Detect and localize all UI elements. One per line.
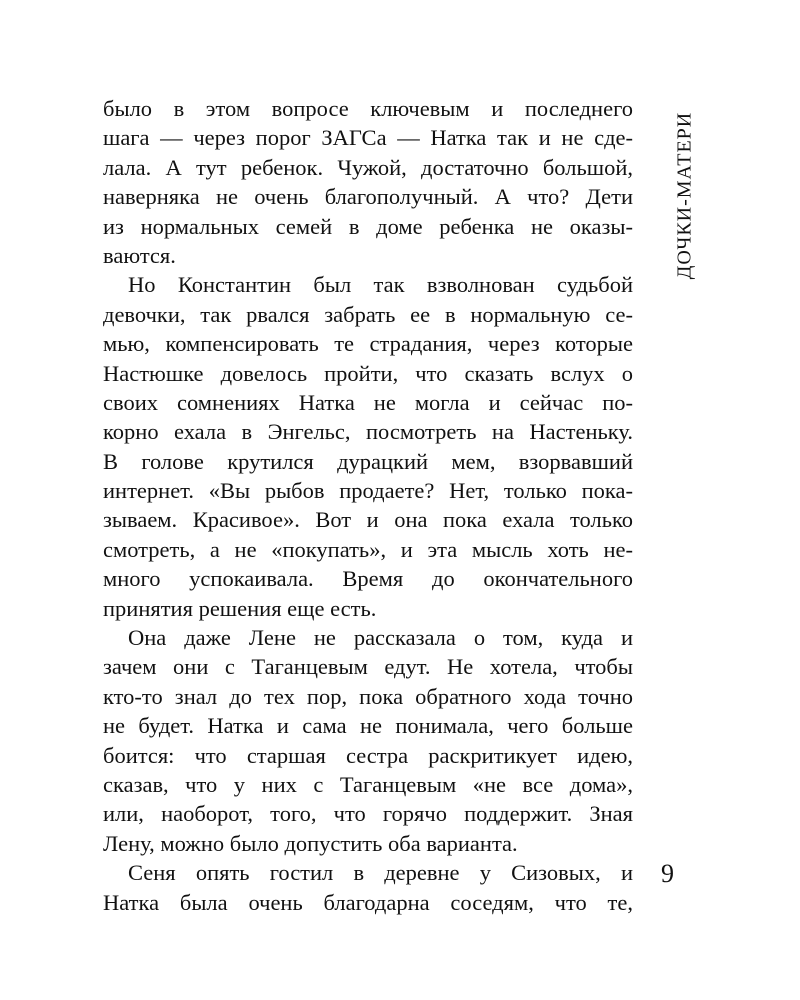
text-line: лала. А тут ребенок. Чужой, достаточно большой,	[103, 154, 633, 180]
text-line: сказав, что у них с Таганцевым «не все дома»,	[103, 771, 633, 797]
text-line: Настюшке довелось пройти, что сказать вслух о	[103, 360, 633, 386]
text-line: боится: что старшая сестра раскритикует идею,	[103, 742, 633, 768]
text-line: Сеня опять гостил в деревне у Сизовых, и	[128, 860, 633, 886]
body-text	[103, 94, 633, 917]
text-line: зачем они с Таганцевым едут. Не хотела, чтобы	[103, 654, 633, 680]
text-line: Она даже Лене не рассказала о том, куда и	[128, 625, 633, 651]
text-line: своих сомнениях Натка не могла и сейчас по-	[103, 389, 633, 415]
text-line: интернет. «Вы рыбов продаете? Нет, только пока-	[103, 478, 633, 504]
text-line: много успокаивала. Время до окончательного	[103, 566, 633, 592]
running-head	[672, 102, 698, 288]
text-line: шага — через порог ЗАГСа — Натка так и не сде-	[103, 125, 633, 151]
text-line: кто-то знал до тех пор, пока обратного хода точно	[103, 683, 633, 709]
text-line: не будет. Натка и сама не понимала, чего больше	[103, 713, 633, 739]
text-line: зываем. Красивое». Вот и она пока ехала только	[103, 507, 633, 533]
text-line: из нормальных семей в доме ребенка не оказы-	[103, 213, 633, 239]
text-line: девочки, так рвался забрать ее в нормальную се-	[103, 301, 633, 327]
text-line: или, наоборот, того, что горячо поддержит. Зная	[103, 801, 633, 827]
text-line: Натка была очень благодарна соседям, что те,	[103, 889, 633, 915]
text-line: мью, компенсировать те страдания, через которые	[103, 331, 633, 357]
text-line: наверняка не очень благополучный. А что? Дети	[103, 184, 633, 210]
text-line: корно ехала в Энгельс, посмотреть на Настеньку.	[103, 419, 633, 445]
text-line: Лену, можно было допустить оба варианта.	[103, 830, 518, 856]
page-number: 9	[661, 859, 674, 888]
running-head-text: ДОЧКИ-МАТЕРИ	[673, 111, 696, 279]
text-line: смотреть, а не «покупать», и эта мысль хоть не-	[103, 536, 633, 562]
text-line: было в этом вопросе ключевым и последнего	[103, 96, 633, 121]
text-line: принятия решения еще есть.	[103, 595, 377, 621]
text-line: В голове крутился дурацкий мем, взорвавший	[103, 448, 633, 474]
text-line: ваются.	[103, 242, 176, 268]
text-line: Но Константин был так взволнован судьбой	[128, 272, 633, 298]
